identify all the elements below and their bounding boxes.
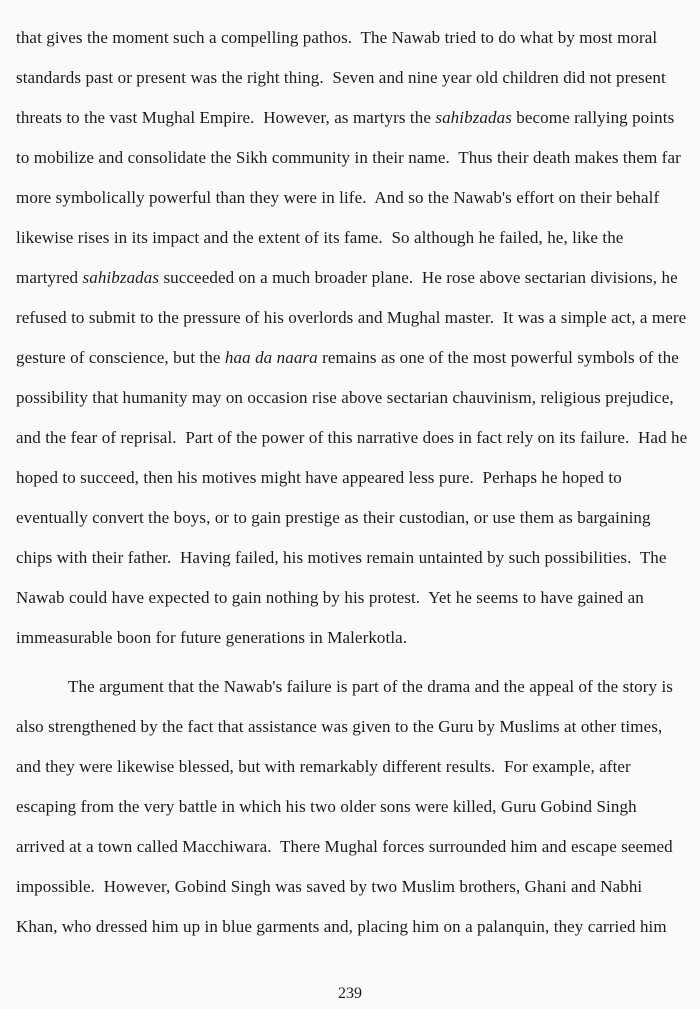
text-segment: arrived at a town called Macchiwara. There Mughal forces surrounded him and escape seemed xyxy=(16,837,673,856)
text-segment: chips with their father. Having failed, his motives remain untainted by such possibilities. The xyxy=(16,548,667,567)
text-line xyxy=(16,707,688,747)
text-line xyxy=(16,867,688,907)
page-number: 239 xyxy=(338,985,362,1002)
text-segment: possibility that humanity may on occasion rise above sectarian chauvinism, religious prejudice, xyxy=(16,388,674,407)
text-segment: Nawab could have expected to gain nothing by his protest. Yet he seems to have gained an xyxy=(16,588,644,607)
text-segment: immeasurable boon for future generations in Malerkotla. xyxy=(16,628,408,647)
text-line xyxy=(16,747,688,787)
text-segment: escaping from the very battle in which his two older sons were killed, Guru Gobind Singh xyxy=(16,797,637,816)
text-segment: gesture of conscience, but the xyxy=(16,348,225,367)
text-segment: The argument that the Nawab's failure is part of the drama and the appeal of the story is xyxy=(68,677,674,696)
text-line xyxy=(16,538,688,578)
text-line xyxy=(16,787,688,827)
text-segment: to mobilize and consolidate the Sikh community in their name. Thus their death makes them far xyxy=(16,148,681,167)
text-line xyxy=(16,418,688,458)
paragraph xyxy=(16,667,688,947)
text-segment: more symbolically powerful than they were in life. And so the Nawab's effort on their behalf xyxy=(16,188,660,207)
text-segment: and the fear of reprisal. Part of the power of this narrative does in fact rely on its failure. Had he xyxy=(16,428,688,447)
text-line xyxy=(16,218,688,258)
text-segment: hoped to succeed, then his motives might have appeared less pure. Perhaps he hoped to xyxy=(16,468,622,487)
text-segment: likewise rises in its impact and the extent of its fame. So although he failed, he, like the xyxy=(16,228,624,247)
text-segment: eventually convert the boys, or to gain prestige as their custodian, or use them as bargaining xyxy=(16,508,651,527)
italic-term: sahibzadas xyxy=(435,108,512,127)
text-segment: standards past or present was the right thing. Seven and nine year old children did not present xyxy=(16,68,666,87)
text-line xyxy=(16,298,688,338)
text-line xyxy=(16,618,688,658)
text-line xyxy=(16,578,688,618)
text-segment: Khan, who dressed him up in blue garments and, placing him on a palanquin, they carried him xyxy=(16,917,667,936)
italic-term: sahibzadas xyxy=(82,268,160,287)
text-segment: and they were likewise blessed, but with remarkably different results. For example, after xyxy=(16,757,631,776)
text-line xyxy=(16,258,688,298)
text-line xyxy=(16,98,688,138)
italic-term: haa da naara xyxy=(224,348,318,367)
text-segment: threats to the vast Mughal Empire. However, as martyrs the xyxy=(16,108,436,127)
text-line xyxy=(16,667,688,707)
text-line xyxy=(16,458,688,498)
text-segment: martyred xyxy=(16,268,83,287)
text-segment: remains as one of the most powerful symbols of the xyxy=(317,348,679,367)
text-line xyxy=(16,18,688,58)
text-line xyxy=(16,827,688,867)
text-line xyxy=(16,178,688,218)
text-line xyxy=(16,58,688,98)
text-segment: impossible. However, Gobind Singh was saved by two Muslim brothers, Ghani and Nabhi xyxy=(16,877,643,896)
text-line xyxy=(16,378,688,418)
text-segment: also strengthened by the fact that assistance was given to the Guru by Muslims at other times, xyxy=(16,717,663,736)
text-line xyxy=(16,338,688,378)
paragraph xyxy=(16,18,688,658)
text-segment: succeeded on a much broader plane. He rose above sectarian divisions, he xyxy=(159,268,678,287)
text-line xyxy=(16,907,688,947)
text-segment: become rallying points xyxy=(511,108,675,127)
text-segment: refused to submit to the pressure of his overlords and Mughal master. It was a simple act, a mere xyxy=(16,308,687,327)
text-segment: that gives the moment such a compelling pathos. The Nawab tried to do what by most moral xyxy=(16,28,658,47)
text-line xyxy=(16,138,688,178)
text-line xyxy=(16,498,688,538)
